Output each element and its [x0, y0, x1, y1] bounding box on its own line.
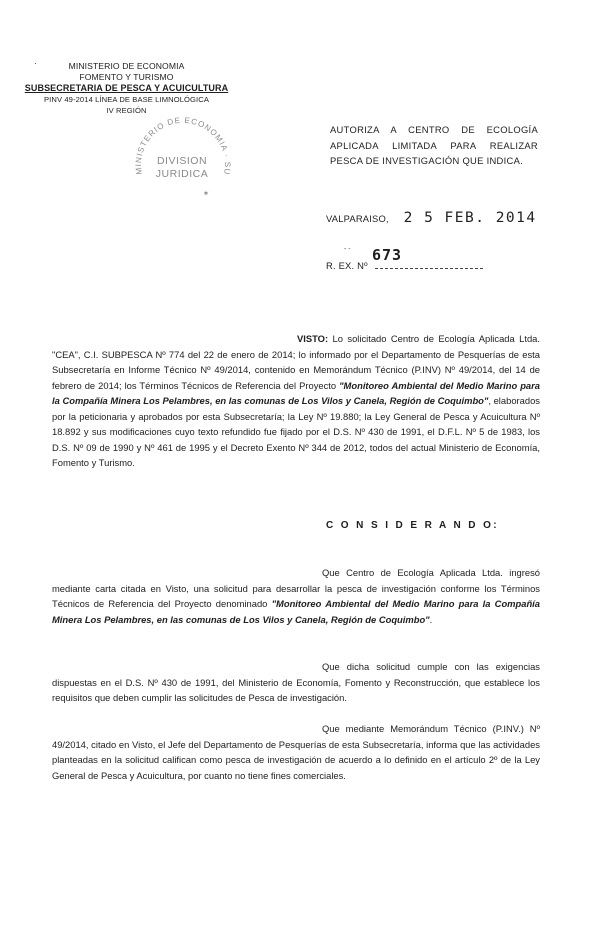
considerando-1-project-title: "Monitoreo Ambiental del Medio Marino para la Compañía Minera Los Pelambres, en las comunas de Los Vilos y Canela, Región de Coquimbo" — [52, 598, 540, 625]
visto-text-part2: , elaborados por la peticionaria y aprobados por esta Subsecretaría; la Ley Nº 19.880; la Ley General de Pesca y Acuicultura Nº 18.892 y sus modificaciones cuyo texto refundido fue fijado por el D.S. Nº 430 de 1991, el D.F.L. Nº 5 de 1983, los D.S. Nº 09 de 1990 y Nº 461 de 1995 y el Decreto Exento Nº 344 de 2012, todos del actual Ministerio de Economía, Fomento y Turismo. — [52, 395, 540, 468]
considerando-paragraph-3: Que mediante Memorándum Técnico (P.INV.) Nº 49/2014, citado en Visto, el Jefe del Departamento de Pesquerías de esta Subsecretaría, informa que las actividades planteadas en la solicitud califican como pesca de investigación de acuerdo a lo definido en el artículo 2º de la Ley General de Pesca y Acuicultura, por cuanto no tiene fines comerciales. — [52, 723, 540, 781]
resolution-underline — [375, 268, 483, 269]
considerando-1-text-part1: Que Centro de Ecología Aplicada Ltda. ingresó mediante carta citada en Visto, una solicitud para desarrollar la pesca de investigación conforme los Términos Técnicos de Referencia del Proyecto denominado — [52, 567, 540, 609]
stamp-arc-text: MINISTERIO DE ECONOMIA · SU — [133, 115, 233, 176]
project-code: PINV 49-2014 LÍNEA DE BASE LIMNOLÓGICA — [43, 95, 210, 104]
visto-paragraph — [52, 331, 540, 471]
division-juridica-stamp — [128, 112, 236, 208]
stamp-line1: DIVISION — [156, 155, 208, 167]
considerando-paragraph-1 — [52, 565, 540, 627]
letterhead — [0, 61, 253, 116]
considerando-paragraph-2: Que dicha solicitud cumple con las exigencias dispuestas en el D.S. Nº 430 de 1991, del Ministerio de Economía, Fomento y Reconstrucción, que establece los requisitos que deben cumplir las solicitudes de Pesca de investigación. — [52, 661, 540, 703]
resolution-number: 673 — [372, 246, 403, 264]
margin-mark: · — [34, 58, 37, 68]
ministry-subname: FOMENTO Y TURISMO — [79, 72, 174, 82]
region: IV REGIÓN — [106, 106, 147, 115]
date-city: VALPARAISO, — [326, 213, 389, 224]
date-stamp: 2 5 FEB. 2014 — [403, 210, 537, 226]
considerando-1-text-part2: . — [429, 613, 433, 625]
visto-project-title: "Monitoreo Ambiental del Medio Marino para la Compañía Minera Los Pelambres, en las comunas de Los Vilos y Canela, Región de Coquimbo" — [52, 379, 540, 406]
subsecretaria-name: SUBSECRETARIA DE PESCA Y ACUICULTURA — [24, 83, 229, 93]
visto-text-part1: Lo solicitado Centro de Ecología Aplicada Ltda. "CEA", C.I. SUBPESCA Nº 774 del 22 de enero de 2014; lo informado por el Departamento de Pesquerías de esta Subsecretaría en Informe Técnico Nº 49/2014, contenido en Memorándum Técnico (P.INV) Nº 49/2014, del 14 de febrero de 2014; los Términos Técnicos de Referencia del Proyecto — [52, 333, 540, 391]
stamp-line2: JURIDICA — [155, 168, 209, 180]
resolution-label: R. EX. Nº — [326, 260, 368, 271]
stamp-star-icon: ✶ — [202, 189, 210, 198]
considerando-heading: C O N S I D E R A N D O: — [326, 520, 499, 531]
pen-mark: - - — [344, 246, 351, 253]
ministry-name: MINISTERIO DE ECONOMIA — [68, 61, 185, 71]
resolution-subject: AUTORIZA A CENTRO DE ECOLOGÍA APLICADA LIMITADA PARA REALIZAR PESCA DE INVESTIGACIÓN QUE INDICA. — [330, 124, 538, 166]
date-line — [326, 210, 537, 226]
resolution-number-line — [326, 246, 483, 271]
visto-label: VISTO: — [297, 333, 329, 344]
